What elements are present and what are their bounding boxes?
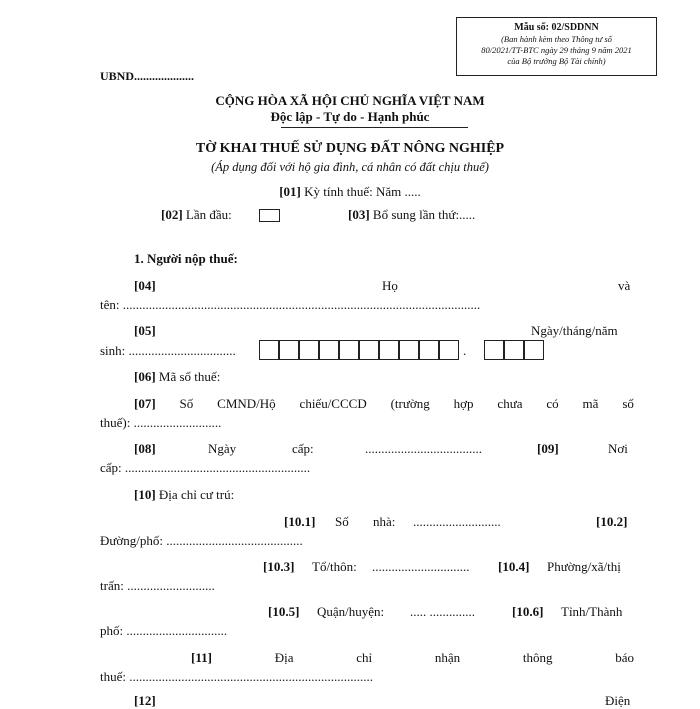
field-07-word: chiếu/CCCD — [299, 396, 367, 411]
field-06-code: [06] — [134, 369, 156, 384]
field-10-1-dots: ........................... — [413, 514, 501, 529]
field-12-word-1: Điện — [605, 693, 631, 708]
ubnd-label: UBND.................... — [100, 69, 195, 83]
field-10-address — [134, 487, 234, 503]
motto: Độc lập - Tự do - Hạnh phúc — [270, 109, 430, 124]
field-10-label: Địa chỉ cư trú: — [158, 487, 235, 502]
field-07-word: (trường — [390, 396, 430, 411]
birthdate-digit-box[interactable] — [299, 340, 319, 360]
field-07-word: CMND/Hộ — [217, 396, 276, 411]
field-10-ward-line: trấn: ........................... — [100, 578, 215, 593]
field-03-code: [03] — [348, 207, 370, 222]
field-01-period — [0, 184, 700, 200]
form-issued-note-3: của Bộ trưởng Bộ Tài chính) — [507, 56, 606, 66]
birthdate-digit-box[interactable] — [379, 340, 399, 360]
field-11-word: chỉ — [356, 650, 373, 665]
section-1-heading: 1. Người nộp thuế: — [134, 251, 238, 266]
field-10-5-label: Quận/huyện: — [317, 604, 385, 619]
birthdate-digit-box[interactable] — [504, 340, 524, 360]
field-10-3-code: [10.3] — [263, 559, 295, 574]
field-04-code: [04] — [134, 278, 156, 293]
field-08-dots: .................................... — [365, 441, 482, 456]
field-11-word: Địa — [274, 650, 294, 665]
form-number: Mẫu số: 02/SDDNN — [514, 22, 599, 33]
field-08-word-2: cấp: — [292, 441, 314, 456]
field-01-label: Kỳ tính thuế: Năm ..... — [304, 184, 421, 199]
field-11-notice-address-line: thuế: ........................................................................... — [100, 669, 373, 684]
field-04-word-1: Họ — [382, 278, 398, 293]
field-03-label: Bổ sung lần thứ:..... — [372, 207, 476, 222]
birthdate-digit-box[interactable] — [524, 340, 544, 360]
form-subtitle: (Áp dụng đối với hộ gia đình, cá nhân có đất chịu thuế) — [211, 160, 489, 174]
field-10-3-dots: .............................. — [372, 559, 470, 574]
field-10-5-dots: ..... .............. — [410, 604, 475, 619]
form-issued-note-2: 80/2021/TT-BTC ngày 29 tháng 9 năm 2021 — [481, 45, 632, 55]
birthdate-digit-box[interactable] — [439, 340, 459, 360]
field-10-code: [10] — [134, 487, 156, 502]
field-07-word: hợp — [453, 396, 474, 411]
field-07-word: chưa — [497, 396, 523, 411]
birthdate-digit-box[interactable] — [419, 340, 439, 360]
field-10-1-word-1: Số — [335, 514, 349, 529]
field-07-code: [07] — [134, 396, 156, 411]
field-07-word: mã — [582, 396, 599, 411]
field-10-5-code: [10.5] — [268, 604, 300, 619]
field-11-word: thông — [522, 650, 553, 665]
field-02-code: [02] — [161, 207, 183, 222]
field-09-code: [09] — [537, 441, 559, 456]
field-07-word: Số — [179, 396, 194, 411]
form-title: TỜ KHAI THUẾ SỬ DỤNG ĐẤT NÔNG NGHIỆP — [195, 141, 505, 156]
field-07-word: có — [546, 396, 559, 411]
birthdate-digit-box[interactable] — [319, 340, 339, 360]
field-10-4-code: [10.4] — [498, 559, 530, 574]
field-04-fullname-line: tên: .............................................................................................................. — [100, 297, 481, 312]
birthdate-digit-box[interactable] — [259, 340, 279, 360]
field-07-line — [134, 396, 634, 412]
field-05-dot: . — [463, 343, 467, 358]
field-03-supplement — [348, 207, 475, 223]
field-10-street-line: Đường/phố: .......................................... — [100, 533, 303, 548]
field-08-issue-place-line: cấp: ......................................................... — [100, 460, 311, 475]
field-05-code: [05] — [134, 323, 156, 338]
field-10-2-code: [10.2] — [596, 514, 628, 529]
field-01-code: [01] — [279, 184, 301, 199]
country-heading: CỘNG HÒA XÃ HỘI CHỦ NGHĨA VIỆT NAM — [215, 93, 485, 108]
field-08-code: [08] — [134, 441, 156, 456]
field-10-3-label: Tổ/thôn: — [312, 559, 357, 574]
form-issued-note-1: (Ban hành kèm theo Thông tư số — [501, 34, 612, 44]
birthdate-digit-box[interactable] — [339, 340, 359, 360]
field-05-word-1: Ngày/tháng/năm — [531, 323, 618, 338]
field-09-word-1: Nơi — [608, 441, 628, 456]
field-10-1-word-2: nhà: — [373, 514, 396, 529]
birthdate-digit-box[interactable] — [399, 340, 419, 360]
field-10-1-code: [10.1] — [284, 514, 316, 529]
field-10-city-line: phố: ............................... — [100, 623, 228, 638]
field-04-word-2: và — [618, 278, 631, 293]
field-11-code: [11] — [191, 650, 212, 665]
field-06-tax-code — [134, 369, 220, 385]
field-02-first-time — [161, 207, 232, 223]
birthdate-digit-box[interactable] — [279, 340, 299, 360]
field-11-word: báo — [615, 650, 634, 665]
field-08-word-1: Ngày — [208, 441, 237, 456]
field-06-label: Mã số thuế: — [158, 369, 221, 384]
field-11-word: nhận — [434, 650, 461, 665]
birthdate-digit-box[interactable] — [484, 340, 504, 360]
field-10-6-label: Tỉnh/Thành — [561, 604, 623, 619]
motto-underline — [281, 127, 468, 128]
first-time-checkbox[interactable] — [259, 209, 280, 222]
field-05-birthdate-line: sinh: ................................. — [100, 343, 236, 358]
field-11-line — [191, 650, 634, 666]
field-10-6-code: [10.6] — [512, 604, 544, 619]
field-02-label: Lần đầu: — [185, 207, 232, 222]
field-10-4-label: Phường/xã/thị — [547, 559, 621, 574]
field-07-id-line: thuế): ........................... — [100, 415, 222, 430]
field-07-word: số — [622, 396, 634, 411]
field-12-code: [12] — [134, 693, 156, 708]
form-number-box — [456, 17, 657, 76]
birthdate-digit-box[interactable] — [359, 340, 379, 360]
